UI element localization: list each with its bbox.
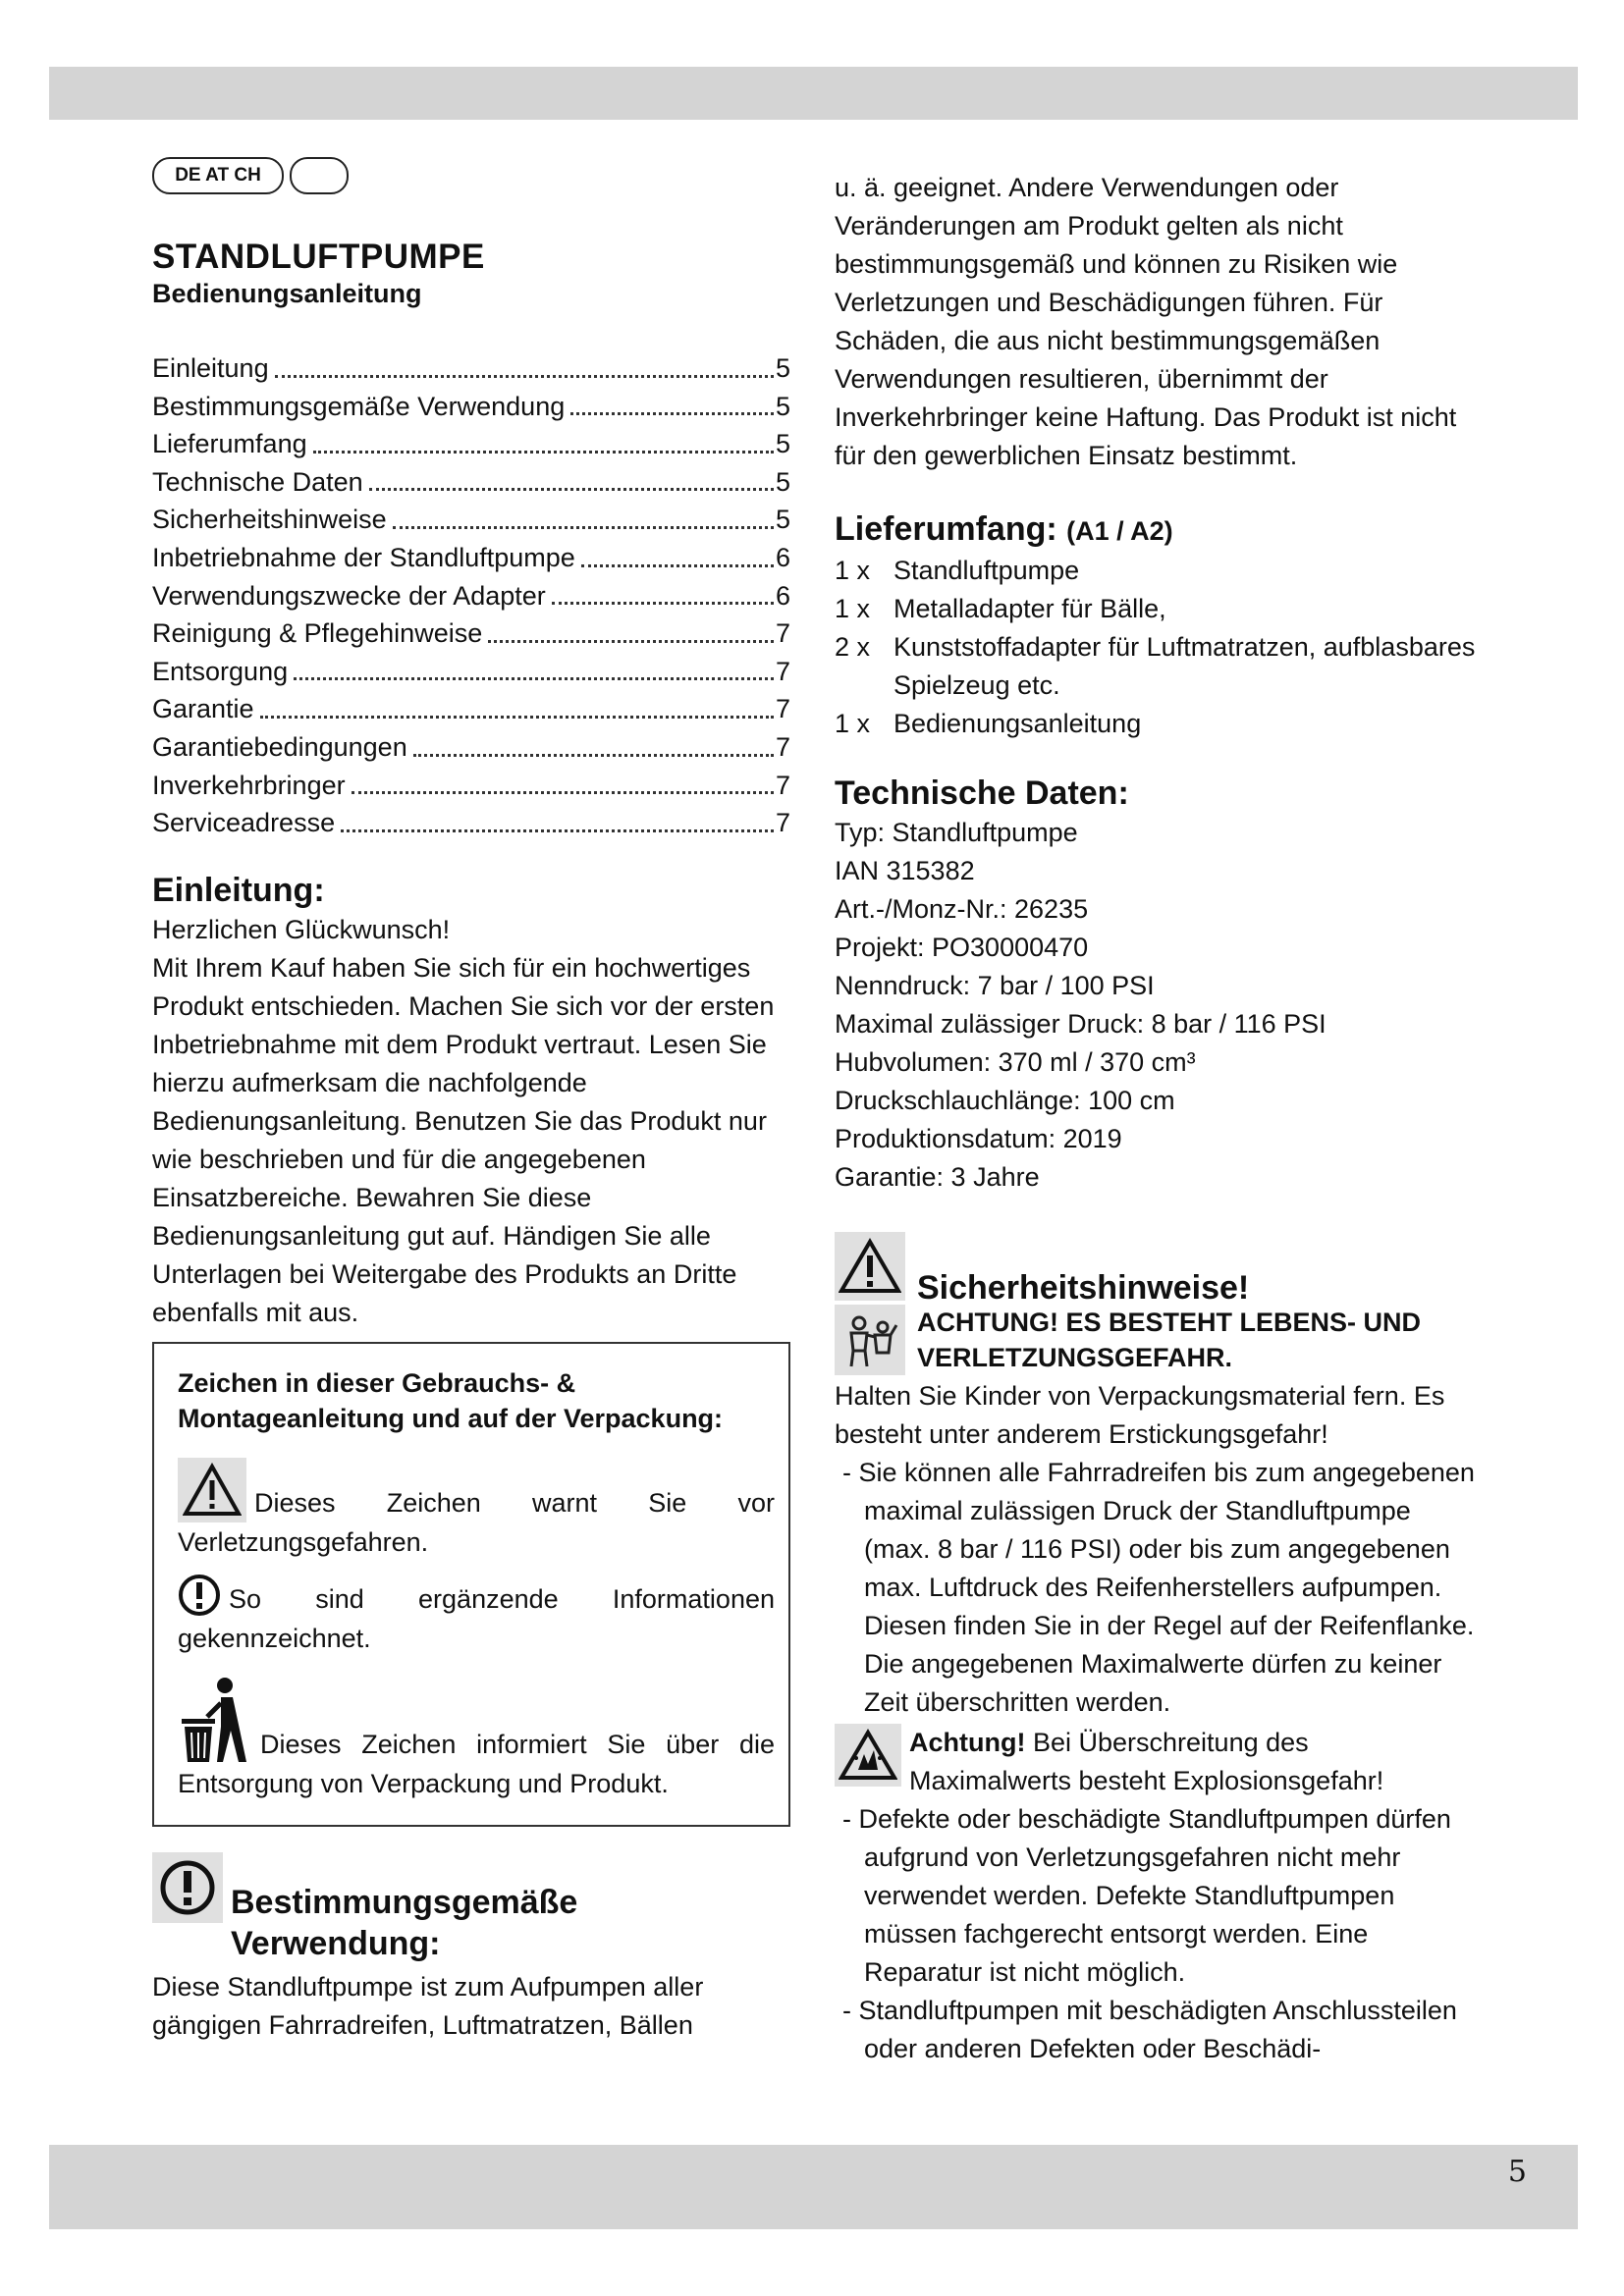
info-exclamation-icon [178,1572,221,1619]
list-text: Metalladapter für Bälle, [893,594,1166,623]
scope-heading-text: Lieferumfang: [835,510,1057,548]
tech-line: Art.-/Monz-Nr.: 26235 [835,894,1089,924]
toc-page: 7 [775,731,790,762]
explosion-label: Achtung! [909,1728,1026,1757]
toc-page: 7 [775,770,790,800]
list-text: Kunststoffadapter für Luftmatratzen, aufblasbares Spielzeug etc. [893,632,1476,700]
tech-line: Maximal zulässiger Druck: 8 bar / 116 PSI [835,1009,1326,1039]
toc-leader [369,463,774,492]
list-item [835,552,1478,590]
list-qty: 1 x [835,709,871,738]
toc-leader [581,539,774,567]
toc-page: 5 [775,353,790,383]
symbol-disposal-text: Dieses Zeichen informiert Sie über die Entsorgung von Verpackung und Produkt. [178,1729,775,1798]
right-column [835,169,1478,2068]
tech-heading: Technische Daten: [835,774,1129,812]
explosion-warning-row [835,1724,1478,1800]
explosion-warning-icon [835,1724,901,1787]
toc-row[interactable] [152,501,790,539]
toc-page: 5 [775,391,790,421]
toc-leader [393,501,774,529]
language-badges [152,157,790,194]
symbol-entry-disposal [178,1676,775,1803]
safety-heading: Sicherheitshinweise! [917,1269,1250,1307]
toc-row[interactable] [152,653,790,691]
safety-item-3: - Standluftpumpen mit beschädigten Anschlussteilen oder anderen Defekten oder Beschädi- [842,1996,1457,2063]
toc-leader [352,767,774,795]
tech-line: Nenndruck: 7 bar / 100 PSI [835,971,1155,1000]
intended-use-text-left: Diese Standluftpumpe ist zum Aufpumpen aller gängigen Fahrradreifen, Luftmatratzen, Bällen [152,1971,704,2040]
list-text: Standluftpumpe [893,556,1080,585]
tech-line: Projekt: PO30000470 [835,933,1089,962]
toc-leader [313,425,774,454]
toc-page: 6 [775,542,790,572]
safety-item-2: - Defekte oder beschädigte Standluftpumpen dürfen aufgrund von Verletzungsgefahren nicht mehr verwendet werden. Defekte Standluftpumpen müssen fachgerecht entsorgt werden. Eine Reparatur ist nicht möglich. [842,1804,1451,1987]
toc-leader [294,653,774,681]
tech-line: Typ: Standluftpumpe [835,818,1078,847]
toc-leader [413,728,774,757]
toc-title: Lieferumfang [152,429,307,459]
toc-row[interactable] [152,767,790,805]
symbol-warning-text: Dieses Zeichen warnt Sie vor Verletzungsgefahren. [178,1487,775,1557]
toc-title: Verwendungszwecke der Adapter [152,580,546,611]
safety-danger-text: ACHTUNG! ES BESTEHT LEBENS- UND VERLETZUNGSGEFAHR. [917,1308,1422,1372]
toc-row[interactable] [152,614,790,653]
intended-use-section [152,1852,790,2045]
toc-leader [552,577,774,606]
toc-page: 7 [775,656,790,686]
toc-title: Bestimmungsgemäße Verwendung [152,391,566,421]
toc-page: 5 [775,429,790,459]
disposal-person-bin-icon [178,1676,252,1764]
toc-row[interactable] [152,388,790,426]
toc-page: 5 [775,466,790,497]
language-badge-empty [290,157,349,194]
toc-row[interactable] [152,539,790,577]
tech-line: Druckschlauchlänge: 100 cm [835,1086,1175,1115]
tech-line: Garantie: 3 Jahre [835,1162,1040,1192]
toc-title: Inbetriebnahme der Standluftpumpe [152,542,575,572]
scope-heading-ref: (A1 / A2) [1066,516,1173,546]
toc-leader [341,804,774,832]
safety-heading-row [835,1232,1478,1307]
toc-row[interactable] [152,804,790,842]
document-title: STANDLUFTPUMPE [152,238,485,276]
list-qty: 1 x [835,594,871,623]
table-of-contents [152,349,790,842]
left-column [152,157,790,2045]
toc-leader [260,690,774,719]
explosion-text: Bei Überschreitung des Maximalwerts besteht Explosionsgefahr! [909,1728,1384,1795]
toc-row[interactable] [152,349,790,388]
intended-use-text-right: u. ä. geeignet. Andere Verwendungen oder Veränderungen am Produkt gelten als nicht bestimmungsgemäß und können zu Risiken wie Verletzungen und Beschädigungen führen. Für Schäden, die aus nicht bestimmungsgemäßen Verwendungen resultieren, übernimmt der Inverkehrbringer keine Haftung. Das Produkt ist nicht für den gewerblichen Einsatz bestimmt. [835,173,1457,470]
toc-page: 5 [775,505,790,535]
tech-line: Produktionsdatum: 2019 [835,1124,1122,1153]
toc-title: Technische Daten [152,466,363,497]
toc-title: Einleitung [152,353,269,383]
list-qty: 2 x [835,632,871,662]
toc-title: Reinigung & Pflegehinweise [152,618,483,649]
safety-children-text: Halten Sie Kinder von Verpackungsmaterial fern. Es besteht unter anderem Erstickungsgefahr! [835,1381,1445,1449]
list-item [835,705,1478,743]
tech-line: Hubvolumen: 370 ml / 370 cm³ [835,1047,1196,1077]
warning-triangle-icon [835,1232,905,1301]
list-item [835,628,1478,705]
toc-page: 7 [775,618,790,649]
toc-page: 7 [775,808,790,838]
language-badge-de-at-ch: DE AT CH [152,157,284,194]
list-item [835,590,1478,628]
toc-row[interactable] [152,463,790,502]
safety-item-1: - Sie können alle Fahrradreifen bis zum angegebenen maximal zulässigen Druck der Standluftpumpe (max. 8 bar / 116 PSI) oder bis zum angegebenen max. Luftdruck des Reifenherstellers aufpumpen. Diesen finden Sie in der Regel auf der Reifenflanke. Die angegebenen Maximalwerte dürfen zu keiner Zeit überschritten werden. [842,1458,1475,1717]
list-qty: 1 x [835,556,871,585]
warning-triangle-icon [178,1458,246,1522]
tech-data-list [835,814,1478,1197]
toc-title: Garantiebedingungen [152,731,407,762]
tech-line: IAN 315382 [835,856,975,885]
toc-title: Inverkehrbringer [152,770,346,800]
intro-heading: Einleitung: [152,871,325,909]
list-text: Bedienungsanleitung [893,709,1142,738]
safety-danger-row [835,1305,1478,1375]
intro-greeting: Herzlichen Glückwunsch! [152,914,451,944]
toc-row[interactable] [152,728,790,767]
toc-title: Garantie [152,694,254,724]
toc-title: Serviceadresse [152,808,336,838]
scope-list [835,552,1478,743]
toc-row[interactable] [152,577,790,615]
footer-bar [49,2145,1578,2229]
info-exclamation-icon [152,1852,223,1923]
toc-page: 6 [775,580,790,611]
toc-page: 7 [775,694,790,724]
toc-row[interactable] [152,425,790,463]
toc-leader [488,614,774,643]
toc-title: Sicherheitshinweise [152,505,387,535]
intro-text: Mit Ihrem Kauf haben Sie sich für ein hochwertiges Produkt entschieden. Machen Sie sich vor der ersten Inbetriebnahme mit dem Produkt vertraut. Lesen Sie hierzu aufmerksam die nachfolgende Bedienungsanleitung. Benutzen Sie das Produkt nur wie beschrieben und für die angegebenen Einsatzbereiche. Bewahren Sie diese Bedienungsanleitung gut auf. Händigen Sie alle Unterlagen bei Weitergabe des Produkts an Dritte ebenfalls mit aus. [152,952,775,1327]
intended-use-heading: Bestimmungsgemäße Verwendung: [231,1883,578,1962]
page-number: 5 [1507,2155,1527,2189]
intended-use-heading-row [152,1852,790,1962]
symbol-entry-info [178,1572,775,1658]
symbol-entry-warning [178,1458,775,1562]
toc-row[interactable] [152,690,790,728]
toc-leader [570,388,774,416]
toc-title: Entsorgung [152,656,289,686]
toc-leader [275,349,774,378]
symbol-legend-box [152,1342,790,1827]
header-bar [49,67,1578,120]
child-warning-icon [835,1305,905,1375]
symbol-info-text: So sind ergänzende Informationen gekennzeichnet. [178,1583,775,1653]
symbol-legend-title: Zeichen in dieser Gebrauchs- & Montageanleitung und auf der Verpackung: [178,1367,724,1433]
scope-heading [835,508,1478,552]
document-subtitle: Bedienungsanleitung [152,279,422,308]
explosion-warning-text [909,1724,1478,1800]
